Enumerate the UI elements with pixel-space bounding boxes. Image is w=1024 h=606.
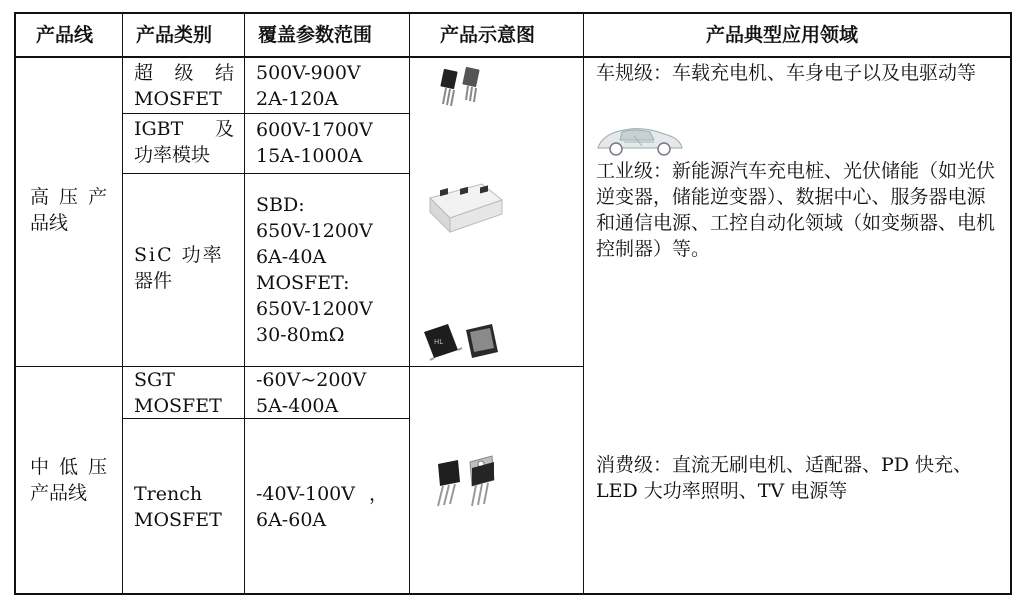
category-sic-devices: SiC 功率 器件: [134, 244, 224, 292]
svg-text:HL: HL: [434, 338, 444, 346]
header-image: 产品示意图: [440, 24, 536, 46]
to247-package-icon: [434, 64, 494, 108]
border-top: [14, 12, 1012, 14]
app-industrial: 工业级：新能源汽车充电桩、光伏储能（如光伏逆变器，储能逆变器）、数据中心、服务器电源和通信电源、工控自动化领域（如变频器、电机控制器）等。: [596, 160, 996, 260]
category-char: 级: [174, 62, 194, 84]
col-divider-3: [409, 12, 410, 595]
category-super-junction-mosfet: 超 级 结 MOSFET: [134, 62, 234, 110]
group-high-voltage: 高 压 产 品线: [30, 186, 110, 234]
border-left: [14, 12, 16, 595]
header-category: 产品类别: [136, 24, 213, 46]
params-super-junction: 500V-900V 2A-120A: [256, 62, 361, 110]
row-divider-sj: [122, 113, 410, 114]
category-char: 超: [134, 62, 154, 84]
params-igbt: 600V-1700V 15A-1000A: [256, 119, 373, 167]
header-divider: [14, 56, 1012, 58]
category-igbt-module: IGBT 及 功率模块: [134, 118, 234, 166]
product-table: [14, 12, 1012, 595]
col-divider-4: [583, 12, 584, 595]
app-consumer: 消费级：直流无刷电机、适配器、PD 快充、LED 大功率照明、TV 电源等: [596, 454, 973, 502]
header-params: 覆盖参数范围: [258, 24, 373, 46]
col-divider-1: [122, 12, 123, 595]
smd-package-icon: [418, 318, 504, 364]
car-icon: [594, 120, 686, 160]
params-sgt: -60V~200V 5A-400A: [256, 369, 367, 417]
app-automotive: 车规级：车载充电机、车身电子以及电驱动等: [596, 62, 977, 84]
category-char: 结: [214, 62, 234, 84]
to220-package-icon: [430, 452, 510, 510]
row-divider-igbt: [122, 173, 410, 174]
border-bottom: [14, 593, 1012, 595]
header-line: 产品线: [36, 24, 94, 46]
header-application: 产品典型应用领域: [706, 24, 859, 46]
group-mid-low-voltage: 中 低 压 产品线: [30, 456, 110, 504]
category-trench-mosfet: Trench MOSFET: [134, 483, 222, 531]
col-divider-2: [244, 12, 245, 595]
params-sic: SBD: 650V-1200V 6A-40A MOSFET: 650V-1200V 30-80mΩ: [256, 194, 373, 346]
category-sgt-mosfet: SGT MOSFET: [134, 369, 222, 417]
params-trench: -40V-100V ， 6A-60A: [256, 483, 388, 531]
power-module-icon: [426, 178, 506, 244]
border-right: [1010, 12, 1012, 595]
